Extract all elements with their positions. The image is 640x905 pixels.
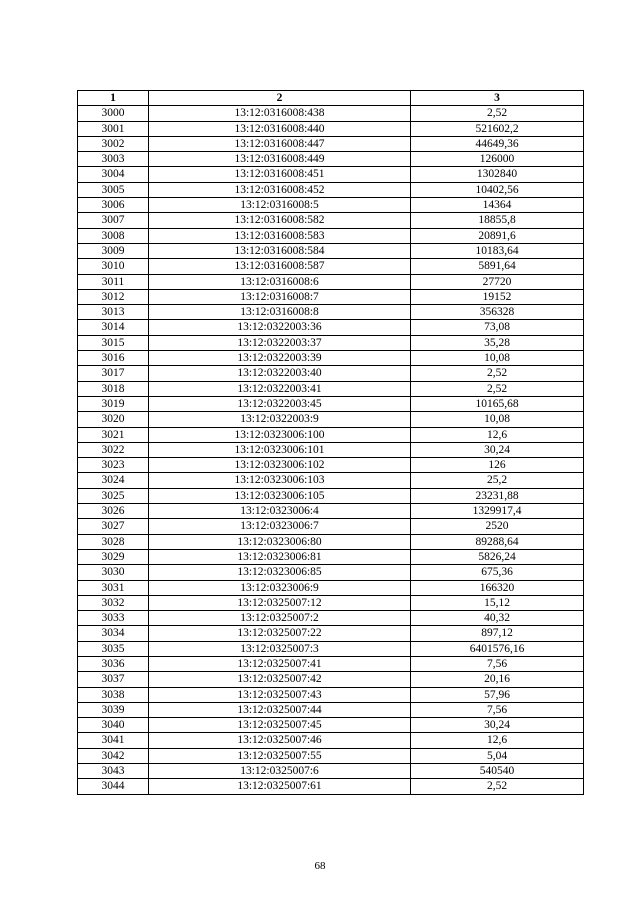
header-row xyxy=(78,91,584,106)
table-row xyxy=(78,351,584,366)
value-cell: 126000 xyxy=(411,152,584,167)
table-row xyxy=(78,702,584,717)
value-cell: 897,12 xyxy=(411,626,584,641)
value-cell: 89288,64 xyxy=(411,534,584,549)
table-row xyxy=(78,733,584,748)
table-row xyxy=(78,274,584,289)
row-number-cell: 3036 xyxy=(78,656,149,671)
cadastral-number-cell: 13:12:0316008:440 xyxy=(149,121,411,136)
table-row xyxy=(78,458,584,473)
column-header: 1 xyxy=(78,91,149,106)
row-number-cell: 3009 xyxy=(78,243,149,258)
value-cell: 5826,24 xyxy=(411,549,584,564)
table-row xyxy=(78,611,584,626)
value-cell: 2,52 xyxy=(411,381,584,396)
value-cell: 23231,88 xyxy=(411,488,584,503)
row-number-cell: 3040 xyxy=(78,718,149,733)
table-row xyxy=(78,718,584,733)
cadastral-number-cell: 13:12:0323006:9 xyxy=(149,580,411,595)
row-number-cell: 3020 xyxy=(78,412,149,427)
row-number-cell: 3005 xyxy=(78,182,149,197)
value-cell: 2,52 xyxy=(411,779,584,794)
value-cell: 25,2 xyxy=(411,473,584,488)
cadastral-number-cell: 13:12:0323006:4 xyxy=(149,504,411,519)
table-row xyxy=(78,534,584,549)
row-number-cell: 3007 xyxy=(78,213,149,228)
row-number-cell: 3037 xyxy=(78,672,149,687)
table-row xyxy=(78,748,584,763)
table-body xyxy=(78,106,584,794)
table-row xyxy=(78,580,584,595)
cadastral-number-cell: 13:12:0325007:22 xyxy=(149,626,411,641)
value-cell: 126 xyxy=(411,458,584,473)
table-row xyxy=(78,549,584,564)
value-cell: 18855,8 xyxy=(411,213,584,228)
row-number-cell: 3010 xyxy=(78,259,149,274)
data-table xyxy=(77,90,584,795)
row-number-cell: 3018 xyxy=(78,381,149,396)
table-row xyxy=(78,366,584,381)
cadastral-number-cell: 13:12:0323006:85 xyxy=(149,565,411,580)
cadastral-number-cell: 13:12:0325007:6 xyxy=(149,764,411,779)
table-row xyxy=(78,473,584,488)
cadastral-number-cell: 13:12:0316008:7 xyxy=(149,289,411,304)
table-header xyxy=(78,91,584,106)
value-cell: 2,52 xyxy=(411,106,584,121)
page-number: 68 xyxy=(314,860,326,872)
row-number-cell: 3002 xyxy=(78,136,149,151)
cadastral-number-cell: 13:12:0325007:2 xyxy=(149,611,411,626)
cadastral-number-cell: 13:12:0325007:41 xyxy=(149,656,411,671)
value-cell: 30,24 xyxy=(411,718,584,733)
cadastral-number-cell: 13:12:0325007:55 xyxy=(149,748,411,763)
value-cell: 7,56 xyxy=(411,702,584,717)
value-cell: 540540 xyxy=(411,764,584,779)
table-row xyxy=(78,442,584,457)
value-cell: 5891,64 xyxy=(411,259,584,274)
table-row xyxy=(78,626,584,641)
value-cell: 44649,36 xyxy=(411,136,584,151)
cadastral-number-cell: 13:12:0325007:61 xyxy=(149,779,411,794)
table-row xyxy=(78,672,584,687)
cadastral-number-cell: 13:12:0316008:452 xyxy=(149,182,411,197)
table-row xyxy=(78,320,584,335)
table-row xyxy=(78,289,584,304)
column-header: 3 xyxy=(411,91,584,106)
table-row xyxy=(78,121,584,136)
table-row xyxy=(78,228,584,243)
table-row xyxy=(78,779,584,794)
value-cell: 5,04 xyxy=(411,748,584,763)
row-number-cell: 3028 xyxy=(78,534,149,549)
cadastral-number-cell: 13:12:0325007:46 xyxy=(149,733,411,748)
cadastral-number-cell: 13:12:0316008:438 xyxy=(149,106,411,121)
value-cell: 20,16 xyxy=(411,672,584,687)
row-number-cell: 3013 xyxy=(78,305,149,320)
table-row xyxy=(78,152,584,167)
row-number-cell: 3025 xyxy=(78,488,149,503)
row-number-cell: 3019 xyxy=(78,396,149,411)
column-header: 2 xyxy=(149,91,411,106)
row-number-cell: 3001 xyxy=(78,121,149,136)
cadastral-number-cell: 13:12:0325007:45 xyxy=(149,718,411,733)
table-row xyxy=(78,381,584,396)
table-row xyxy=(78,595,584,610)
cadastral-number-cell: 13:12:0323006:101 xyxy=(149,442,411,457)
row-number-cell: 3015 xyxy=(78,335,149,350)
value-cell: 1329917,4 xyxy=(411,504,584,519)
cadastral-number-cell: 13:12:0323006:80 xyxy=(149,534,411,549)
row-number-cell: 3003 xyxy=(78,152,149,167)
row-number-cell: 3035 xyxy=(78,641,149,656)
table-row xyxy=(78,519,584,534)
table-row xyxy=(78,305,584,320)
row-number-cell: 3039 xyxy=(78,702,149,717)
value-cell: 35,28 xyxy=(411,335,584,350)
value-cell: 2520 xyxy=(411,519,584,534)
cadastral-number-cell: 13:12:0322003:37 xyxy=(149,335,411,350)
row-number-cell: 3004 xyxy=(78,167,149,182)
value-cell: 57,96 xyxy=(411,687,584,702)
row-number-cell: 3016 xyxy=(78,351,149,366)
cadastral-number-cell: 13:12:0323006:100 xyxy=(149,427,411,442)
table-row xyxy=(78,259,584,274)
value-cell: 7,56 xyxy=(411,656,584,671)
cadastral-number-cell: 13:12:0322003:9 xyxy=(149,412,411,427)
row-number-cell: 3024 xyxy=(78,473,149,488)
cadastral-number-cell: 13:12:0322003:45 xyxy=(149,396,411,411)
value-cell: 2,52 xyxy=(411,366,584,381)
value-cell: 10,08 xyxy=(411,351,584,366)
cadastral-number-cell: 13:12:0316008:8 xyxy=(149,305,411,320)
cadastral-number-cell: 13:12:0325007:12 xyxy=(149,595,411,610)
value-cell: 10,08 xyxy=(411,412,584,427)
value-cell: 10165,68 xyxy=(411,396,584,411)
cadastral-number-cell: 13:12:0323006:103 xyxy=(149,473,411,488)
row-number-cell: 3017 xyxy=(78,366,149,381)
table-row xyxy=(78,504,584,519)
row-number-cell: 3042 xyxy=(78,748,149,763)
cadastral-number-cell: 13:12:0316008:583 xyxy=(149,228,411,243)
table-row xyxy=(78,106,584,121)
value-cell: 19152 xyxy=(411,289,584,304)
table-row xyxy=(78,565,584,580)
cadastral-number-cell: 13:12:0322003:39 xyxy=(149,351,411,366)
value-cell: 166320 xyxy=(411,580,584,595)
value-cell: 10183,64 xyxy=(411,243,584,258)
cadastral-number-cell: 13:12:0316008:587 xyxy=(149,259,411,274)
row-number-cell: 3030 xyxy=(78,565,149,580)
table-row xyxy=(78,182,584,197)
row-number-cell: 3031 xyxy=(78,580,149,595)
row-number-cell: 3026 xyxy=(78,504,149,519)
cadastral-number-cell: 13:12:0325007:43 xyxy=(149,687,411,702)
cadastral-number-cell: 13:12:0323006:81 xyxy=(149,549,411,564)
cadastral-number-cell: 13:12:0316008:447 xyxy=(149,136,411,151)
value-cell: 30,24 xyxy=(411,442,584,457)
table-row xyxy=(78,764,584,779)
row-number-cell: 3006 xyxy=(78,198,149,213)
table-row xyxy=(78,396,584,411)
value-cell: 10402,56 xyxy=(411,182,584,197)
cadastral-number-cell: 13:12:0316008:6 xyxy=(149,274,411,289)
row-number-cell: 3021 xyxy=(78,427,149,442)
table-row xyxy=(78,335,584,350)
cadastral-number-cell: 13:12:0323006:105 xyxy=(149,488,411,503)
cadastral-number-cell: 13:12:0323006:102 xyxy=(149,458,411,473)
value-cell: 40,32 xyxy=(411,611,584,626)
table-row xyxy=(78,136,584,151)
value-cell: 675,36 xyxy=(411,565,584,580)
value-cell: 12,6 xyxy=(411,427,584,442)
row-number-cell: 3023 xyxy=(78,458,149,473)
value-cell: 73,08 xyxy=(411,320,584,335)
cadastral-number-cell: 13:12:0316008:449 xyxy=(149,152,411,167)
value-cell: 1302840 xyxy=(411,167,584,182)
cadastral-number-cell: 13:12:0322003:41 xyxy=(149,381,411,396)
value-cell: 6401576,16 xyxy=(411,641,584,656)
value-cell: 20891,6 xyxy=(411,228,584,243)
row-number-cell: 3012 xyxy=(78,289,149,304)
value-cell: 356328 xyxy=(411,305,584,320)
table-row xyxy=(78,488,584,503)
cadastral-number-cell: 13:12:0322003:36 xyxy=(149,320,411,335)
cadastral-number-cell: 13:12:0316008:5 xyxy=(149,198,411,213)
cadastral-number-cell: 13:12:0316008:451 xyxy=(149,167,411,182)
cadastral-number-cell: 13:12:0322003:40 xyxy=(149,366,411,381)
table-row xyxy=(78,427,584,442)
table-row xyxy=(78,687,584,702)
row-number-cell: 3033 xyxy=(78,611,149,626)
row-number-cell: 3027 xyxy=(78,519,149,534)
table-row xyxy=(78,198,584,213)
row-number-cell: 3032 xyxy=(78,595,149,610)
row-number-cell: 3022 xyxy=(78,442,149,457)
row-number-cell: 3008 xyxy=(78,228,149,243)
cadastral-number-cell: 13:12:0325007:44 xyxy=(149,702,411,717)
table-row xyxy=(78,167,584,182)
table-row xyxy=(78,641,584,656)
row-number-cell: 3034 xyxy=(78,626,149,641)
value-cell: 27720 xyxy=(411,274,584,289)
table-row xyxy=(78,412,584,427)
row-number-cell: 3029 xyxy=(78,549,149,564)
cadastral-number-cell: 13:12:0323006:7 xyxy=(149,519,411,534)
row-number-cell: 3000 xyxy=(78,106,149,121)
table-row xyxy=(78,243,584,258)
table-row xyxy=(78,213,584,228)
value-cell: 15,12 xyxy=(411,595,584,610)
row-number-cell: 3043 xyxy=(78,764,149,779)
row-number-cell: 3038 xyxy=(78,687,149,702)
row-number-cell: 3011 xyxy=(78,274,149,289)
row-number-cell: 3044 xyxy=(78,779,149,794)
row-number-cell: 3014 xyxy=(78,320,149,335)
value-cell: 12,6 xyxy=(411,733,584,748)
cadastral-number-cell: 13:12:0325007:3 xyxy=(149,641,411,656)
cadastral-number-cell: 13:12:0316008:582 xyxy=(149,213,411,228)
value-cell: 14364 xyxy=(411,198,584,213)
table-row xyxy=(78,656,584,671)
cadastral-number-cell: 13:12:0316008:584 xyxy=(149,243,411,258)
row-number-cell: 3041 xyxy=(78,733,149,748)
cadastral-number-cell: 13:12:0325007:42 xyxy=(149,672,411,687)
value-cell: 521602,2 xyxy=(411,121,584,136)
